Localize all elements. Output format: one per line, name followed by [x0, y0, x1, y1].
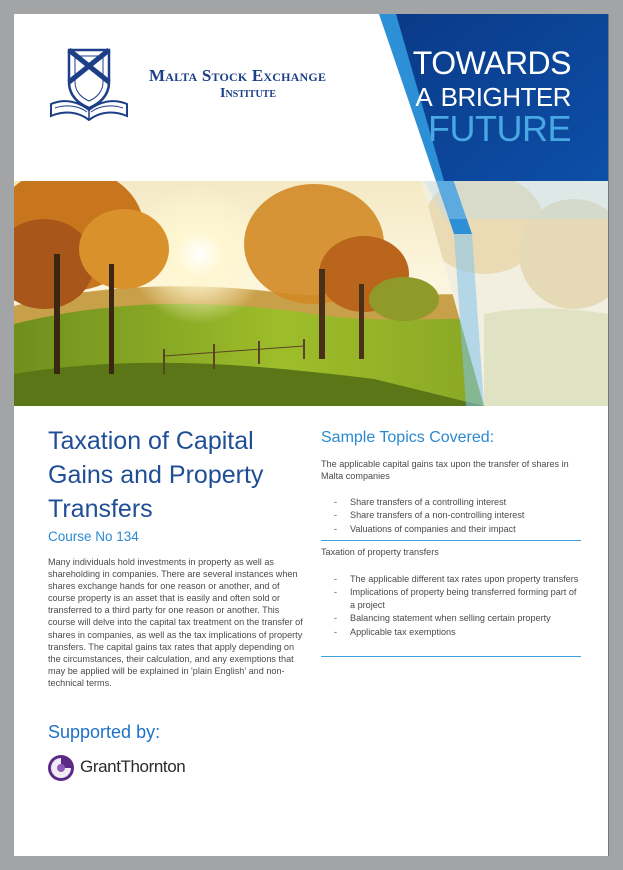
- sponsor-name: GrantThornton: [80, 757, 186, 776]
- org-subtitle: Institute: [220, 86, 277, 101]
- bullet-dash: -: [334, 510, 338, 521]
- divider-1: [321, 540, 581, 541]
- list-item-text: Applicable tax exemptions: [350, 626, 456, 637]
- bullet-dash: -: [334, 613, 338, 624]
- bullet-dash: -: [334, 587, 338, 598]
- supported-by-label: Supported by:: [48, 722, 161, 742]
- list-item-text: Valuations of companies and their impact: [350, 523, 516, 534]
- divider-2: [321, 656, 581, 657]
- topics-heading: Sample Topics Covered:: [321, 429, 495, 446]
- bullet-dash: -: [334, 523, 338, 534]
- grant-thornton-logo-icon: [47, 754, 75, 782]
- tagline-line-3: FUTURE: [428, 108, 571, 149]
- tagline-word-brighter: BRIGHTER: [440, 82, 571, 112]
- list-item: [334, 496, 584, 508]
- bullet-dash: -: [334, 626, 338, 637]
- list-item-text: Share transfers of a controlling interest: [350, 497, 507, 507]
- list-item-text: Balancing statement when selling certain property: [350, 613, 551, 624]
- bullet-dash: -: [334, 574, 338, 584]
- list-item: [334, 573, 584, 585]
- list-item: [334, 509, 584, 521]
- bullet-dash: -: [334, 497, 338, 507]
- topics-list-property: [334, 573, 584, 639]
- list-item: [334, 626, 584, 638]
- tagline: [412, 45, 571, 149]
- list-item-text: Implications of property being transferred forming part of a project: [350, 587, 577, 610]
- course-number: Course No 134: [48, 529, 139, 544]
- topics-section-property: Taxation of property transfers: [321, 547, 439, 557]
- list-item-text: Share transfers of a non-controlling interest: [350, 510, 525, 521]
- topics-intro: The applicable capital gains tax upon the transfer of shares in Malta companies: [321, 459, 569, 482]
- list-item: [334, 586, 584, 611]
- brochure-page: [14, 14, 609, 856]
- tagline-line-1: TOWARDS: [412, 45, 571, 81]
- msei-crest-icon: [47, 44, 131, 122]
- course-description: Many individuals hold investments in property as well as shareholding in companies. There are several instances when shares exchange hands for one reason or another, and of course property is an asset that is easily and often sold or transferred to a third party for one reason or another. This course will delve into the capital tax treatment on the transfer of shares in companies, as well as the tax implications of property transfers. The capital gains tax rates that apply depending on the circumstances, their calculation, and any exemptions that may be applied will be explained in 'plain English' and non-technical terms.: [48, 557, 303, 688]
- course-title: Taxation of Capital Gains and Property Transfers: [48, 427, 264, 523]
- topics-list-shares: [334, 496, 584, 536]
- list-item-text: The applicable different tax rates upon property transfers: [350, 574, 579, 584]
- org-name: Malta Stock Exchange: [149, 66, 327, 85]
- tagline-word-a: A: [415, 82, 433, 112]
- list-item: [334, 523, 584, 535]
- list-item: [334, 612, 584, 624]
